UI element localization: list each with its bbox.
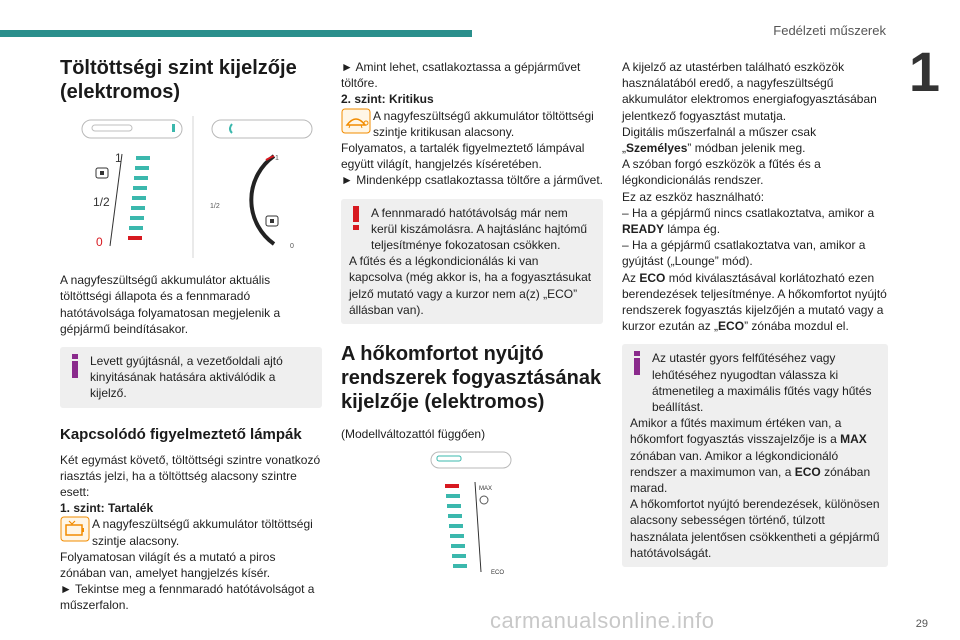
- text-run: Digitális műszerfalnál a műszer csak „: [622, 124, 817, 156]
- text-run: zónában marad.: [630, 464, 871, 496]
- cluster-outline: [431, 452, 511, 468]
- paragraph: Két egymást követő, töltöttségi szintre vonatkozó riasztás jelzi, ha a töltöttség alacsony szintre esett:: [60, 452, 321, 500]
- cluster-indicator: [437, 456, 461, 461]
- gauge-label-zero: 0: [96, 235, 103, 249]
- battery-reserve-icon: [60, 516, 90, 542]
- paragraph: A kijelző az utastérben található eszközök használatából eredő, a nagyfeszültségű akkumulátor elektromos energiafogyasztásában jelentkező fogyasztást mutatja.: [622, 60, 877, 123]
- text-run: mód kiválasztásával korlátozható ezen berendezések teljesítménye. A hőkomfortot nyújtó rendszerek fogyasztás kijelzőjén a mutató vagy a kurzor ezután az „: [622, 270, 887, 334]
- action-step: ► Mindenképp csatlakoztassa töltőre a járművet.: [341, 173, 604, 188]
- text-run: ” zónába mozdul el.: [744, 319, 849, 334]
- column-1: [60, 56, 322, 614]
- warning-note: [341, 199, 603, 324]
- comfort-gauge-figure: [341, 448, 603, 582]
- gauge-label-full: 1: [115, 151, 122, 165]
- level-1-heading: 1. szint: Tartalék: [60, 501, 154, 516]
- subtitle: (Modellváltozattól függően): [341, 427, 486, 442]
- level-1-text: A nagyfeszültségű akkumulátor töltöttségi szintje alacsony.: [92, 517, 313, 548]
- list-item: [622, 205, 888, 237]
- text-run-bold: READY: [622, 222, 665, 237]
- warning-note-text-2: A fűtés és a légkondicionálás ki van kapcsolva (még akkor is, ha a fogyasztásukat jelző mutató vagy a kurzor nem a(z) „ECO” állásban van).: [349, 254, 592, 317]
- action-step: ► Tekintse meg a fennmaradó hatótávolságot a műszerfalon.: [60, 582, 315, 613]
- info-note-text: Az utastér gyors felfűtéséhez vagy lehűtéséhez nyugodtan válassza ki átmenetileg a maximális fűtés vagy hűtés beállítást.: [652, 351, 872, 415]
- chapter-number: 1: [908, 40, 940, 103]
- paragraph: A szóban forgó eszközök a fűtés és a légkondicionálás rendszer.: [622, 157, 821, 188]
- section-heading-charge-level: Töltöttségi szint kijelzője (elektromos): [60, 57, 297, 103]
- text-run: lámpa ég.: [664, 222, 721, 237]
- page-number: 29: [915, 618, 928, 630]
- info-note: [60, 347, 322, 408]
- dial-label-one: 1: [275, 155, 279, 162]
- level-2-text: A nagyfeszültségű akkumulátor töltöttségi szintje kritikusan alacsony.: [373, 108, 594, 139]
- column-2: [341, 59, 603, 592]
- cluster-outline-right: [212, 120, 312, 138]
- info-icon: [68, 353, 82, 379]
- max-label: MAX: [479, 486, 493, 493]
- charge-gauge-figure: [60, 116, 322, 262]
- dial-label-zero: 0: [290, 243, 294, 250]
- cluster-window-left: [92, 125, 132, 131]
- charge-gauge-illustration: [60, 116, 322, 258]
- info-note-comfort: [622, 344, 888, 567]
- comfort-bar-gauge: [445, 482, 481, 572]
- paragraph-personal-mode: [622, 124, 888, 156]
- level-2-heading: 2. szint: Kritikus: [341, 92, 434, 107]
- paragraph: Folyamatos, a tartalék figyelmeztető lámpával együtt világít, hangjelzés kíséretében.: [341, 141, 585, 172]
- text-run-bold: Személyes: [626, 141, 688, 156]
- text-run-bold: ECO: [718, 319, 745, 334]
- fan-icon: [480, 496, 488, 504]
- dial-arc: [251, 156, 274, 244]
- dial-label-half: 1/2: [210, 203, 220, 210]
- section-title: Fedélzeti műszerek: [773, 23, 886, 38]
- text-run-bold: MAX: [840, 432, 867, 447]
- text-run-bold: ECO: [794, 464, 821, 479]
- comfort-gauge-illustration: [341, 448, 603, 578]
- paragraph-eco: [622, 270, 888, 335]
- text-run: – Ha a gépjármű nincs csatlakoztatva, amikor a: [622, 205, 875, 220]
- plug-icon-right: [266, 216, 278, 226]
- action-step: ► Amint lehet, csatlakoztassa a gépjárművet töltőre.: [341, 60, 581, 91]
- warning-note-text: A fennmaradó hatótávolság már nem kerül kiszámolásra. A hajtáslánc hajtómű teljesítménye fokozatosan csökken.: [371, 205, 588, 253]
- level-2-row: [341, 108, 603, 140]
- bar-gauge: [110, 154, 150, 246]
- watermark: carmanualsonline.info: [490, 608, 715, 633]
- paragraph: Folyamatosan világít és a mutató a piros zónában van, amelyet hangjelzés kísér.: [60, 549, 276, 581]
- paragraph: A nagyfeszültségű akkumulátor aktuális töltöttségi állapota és a fennmaradó hatótávolsága folyamatosan megjelenik a gépjármű beindításakor.: [60, 273, 281, 336]
- text-run: Az: [622, 270, 640, 285]
- column-3: [622, 59, 888, 577]
- info-note-text-3: A hőkomfortot nyújtó berendezések, különösen alacsony sebességen történő, túlzott használata jelentősen csökkentheti a gépjármű hatótávolságát.: [630, 497, 880, 560]
- level-1-row: [60, 516, 322, 548]
- text-run: Amikor a fűtés maximum értéken van, a hőkomfort fogyasztás visszajelzője is a: [630, 416, 842, 447]
- section-heading-comfort: A hőkomfortot nyújtó rendszerek fogyasztásának kijelzője (elektromos): [341, 343, 602, 414]
- subheading-warning-lamps: Kapcsolódó figyelmeztető lámpák: [60, 425, 302, 443]
- eco-label: ECO: [491, 570, 505, 577]
- cluster-indicator-left: [172, 124, 175, 132]
- list-item: – Ha a gépjármű csatlakoztatva van, amikor a gyújtást („Lounge” mód).: [622, 238, 866, 269]
- cluster-indicator-right: [230, 124, 232, 133]
- warning-icon: [349, 205, 363, 231]
- text-run: zónában van. Amikor a légkondicionáló rendszer a maximumon van, a: [630, 448, 839, 479]
- text-run-bold: ECO: [639, 270, 666, 285]
- plug-icon-left: [96, 168, 108, 178]
- header-accent-bar: [0, 30, 472, 37]
- turtle-icon: [341, 108, 371, 134]
- info-note-text: Levett gyújtásnál, a vezetőoldali ajtó kinyitásának hatására aktiválódik a kijelző.: [90, 354, 283, 401]
- info-note-text-2: [630, 415, 880, 496]
- gauge-label-half: 1/2: [93, 195, 110, 209]
- paragraph: Ez az eszköz használható:: [622, 189, 765, 204]
- info-icon: [630, 350, 644, 376]
- text-run: ” módban jelenik meg.: [687, 141, 806, 156]
